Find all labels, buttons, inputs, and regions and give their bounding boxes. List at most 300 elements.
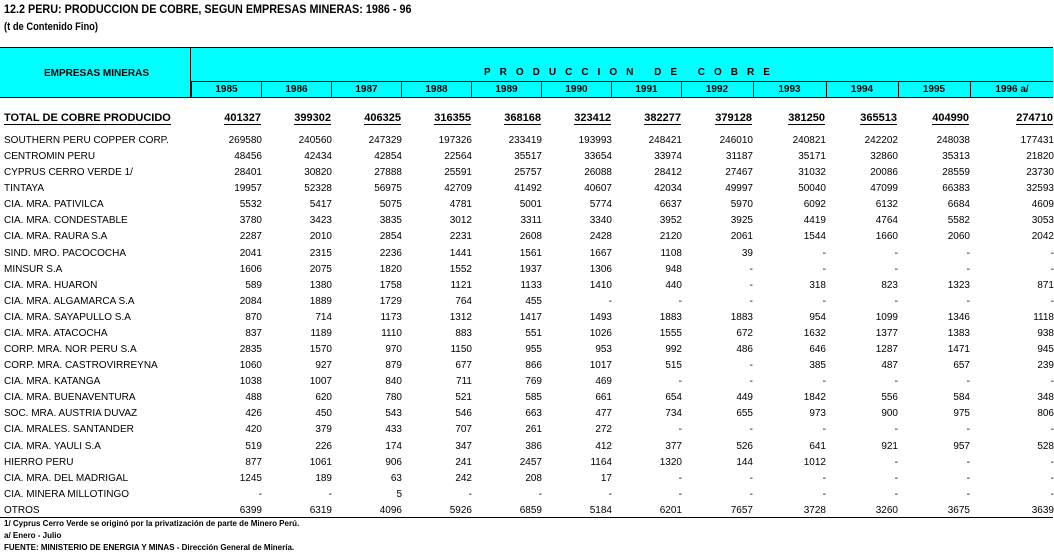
production-value: 240821 xyxy=(792,135,826,146)
production-value: - xyxy=(894,295,898,307)
production-value: 1118 xyxy=(1033,311,1054,323)
production-value: 2854 xyxy=(379,231,402,243)
production-value: 3780 xyxy=(239,215,262,227)
production-value: 543 xyxy=(385,408,402,420)
production-value: 1552 xyxy=(449,263,472,275)
production-value: 3952 xyxy=(659,215,682,227)
production-value: 240560 xyxy=(298,135,332,146)
production-value: 1555 xyxy=(659,327,682,339)
production-value: 883 xyxy=(455,327,472,339)
production-value: 2315 xyxy=(309,247,332,259)
year-header: 1992 xyxy=(681,82,752,97)
production-value: 25757 xyxy=(514,167,542,179)
production-value: 248421 xyxy=(648,135,682,146)
production-value: 19957 xyxy=(234,183,262,195)
production-value: 2042 xyxy=(1031,231,1054,243)
production-value: 641 xyxy=(809,440,826,452)
production-value: 1606 xyxy=(239,263,262,275)
production-value: 47099 xyxy=(870,183,898,195)
production-value: 6201 xyxy=(659,504,682,516)
company-name: TINTAYA xyxy=(4,183,44,195)
production-value: - xyxy=(822,488,826,500)
production-value: 4419 xyxy=(803,215,826,227)
production-value: 261 xyxy=(525,424,542,436)
production-value: 806 xyxy=(1037,408,1054,420)
production-value: 866 xyxy=(525,360,542,372)
production-value: - xyxy=(966,376,970,388)
production-value: 921 xyxy=(881,440,898,452)
production-value: 1320 xyxy=(659,456,682,468)
production-value: 654 xyxy=(665,392,682,404)
production-value: 585 xyxy=(525,392,542,404)
production-value: - xyxy=(749,263,753,275)
production-value: 672 xyxy=(736,327,753,339)
production-value: 823 xyxy=(881,279,898,291)
company-name: HIERRO PERU xyxy=(4,456,74,468)
total-value: 316355 xyxy=(434,112,471,124)
production-value: 663 xyxy=(525,408,542,420)
production-value: 1410 xyxy=(589,279,612,291)
production-value: 620 xyxy=(315,392,332,404)
production-value: 1842 xyxy=(803,392,826,404)
production-value: 197326 xyxy=(438,135,472,146)
production-value: 17 xyxy=(600,472,612,484)
production-value: - xyxy=(894,263,898,275)
company-name: CIA. MRA. RAURA S.A xyxy=(4,231,108,243)
production-value: - xyxy=(678,376,682,388)
production-value: - xyxy=(894,376,898,388)
production-value: 3675 xyxy=(947,504,970,516)
table-row xyxy=(0,248,1053,264)
table-row xyxy=(0,344,1053,360)
production-value: 1667 xyxy=(589,247,612,259)
total-value: 379128 xyxy=(715,112,752,124)
production-value: 318 xyxy=(809,279,826,291)
production-value: 3053 xyxy=(1031,215,1054,227)
production-value: 2120 xyxy=(659,231,682,243)
table-row xyxy=(0,360,1053,376)
production-value: - xyxy=(608,295,612,307)
production-value: 41492 xyxy=(514,183,542,195)
production-value: 954 xyxy=(809,311,826,323)
production-value: 1883 xyxy=(730,311,753,323)
production-value: 50040 xyxy=(798,183,826,195)
source-note: FUENTE: MINISTERIO DE ENERGIA Y MINAS - Dirección General de Minería. xyxy=(4,543,295,552)
production-value: - xyxy=(822,376,826,388)
company-column-header: EMPRESAS MINERAS xyxy=(44,68,150,79)
table-row xyxy=(0,489,1053,505)
company-name: CORP. MRA. NOR PERU S.A xyxy=(4,344,137,356)
production-value: 953 xyxy=(595,344,612,356)
production-value: 449 xyxy=(736,392,753,404)
production-value: 975 xyxy=(953,408,970,420)
table-row xyxy=(0,135,1053,151)
company-name: CIA. MRA. HUARON xyxy=(4,279,98,291)
production-value: - xyxy=(258,488,262,500)
production-value: 1937 xyxy=(519,263,542,275)
production-value: 35313 xyxy=(942,151,970,163)
production-value: 39 xyxy=(741,247,753,259)
company-name: CIA. MRA. KATANGA xyxy=(4,376,101,388)
production-value: 2428 xyxy=(589,231,612,243)
production-value: 30820 xyxy=(304,167,332,179)
production-value: 2457 xyxy=(519,456,542,468)
production-value: 1150 xyxy=(450,344,472,356)
production-value: 945 xyxy=(1037,344,1054,356)
production-value: 1061 xyxy=(309,456,332,468)
production-value: 5582 xyxy=(947,215,970,227)
production-value: 239 xyxy=(1037,360,1054,372)
production-value: 2835 xyxy=(239,344,262,356)
production-value: 870 xyxy=(245,311,262,323)
production-value: - xyxy=(966,263,970,275)
year-header: 1990 xyxy=(541,82,611,97)
company-name: CIA. MINERA MILLOTINGO xyxy=(4,488,130,500)
production-value: 1164 xyxy=(590,456,612,468)
production-value: 4781 xyxy=(449,199,472,211)
table-row xyxy=(0,408,1053,424)
table-row xyxy=(0,441,1053,457)
production-value: 28401 xyxy=(234,167,262,179)
production-value: 992 xyxy=(665,344,682,356)
production-value: 1110 xyxy=(381,327,402,339)
production-value: 2287 xyxy=(239,231,262,243)
production-value: 2075 xyxy=(309,263,332,275)
production-value: 33974 xyxy=(654,151,682,163)
production-value: 1173 xyxy=(380,311,402,323)
table-row xyxy=(0,264,1053,280)
company-name: CIA. MRA. BUENAVENTURA xyxy=(4,392,136,404)
production-value: 556 xyxy=(881,392,898,404)
production-value: 707 xyxy=(455,424,472,436)
production-value: - xyxy=(328,488,332,500)
company-name: CORP. MRA. CASTROVIRREYNA xyxy=(4,360,158,372)
production-value: - xyxy=(749,279,753,291)
production-value: - xyxy=(1050,488,1054,500)
production-value: - xyxy=(468,488,472,500)
production-value: 420 xyxy=(245,424,262,436)
production-value: - xyxy=(894,488,898,500)
production-value: - xyxy=(1050,263,1054,275)
production-value: 6132 xyxy=(875,199,898,211)
production-value: - xyxy=(822,472,826,484)
production-value: 21820 xyxy=(1026,151,1054,163)
production-value: 27467 xyxy=(725,167,753,179)
production-value: - xyxy=(608,488,612,500)
production-value: 56975 xyxy=(374,183,402,195)
production-value: 3311 xyxy=(520,215,542,227)
production-value: 440 xyxy=(665,279,682,291)
production-value: - xyxy=(749,295,753,307)
year-header: 1988 xyxy=(401,82,471,97)
production-value: 927 xyxy=(315,360,332,372)
production-value: 1561 xyxy=(519,247,542,259)
production-value: 948 xyxy=(665,263,682,275)
company-name: CIA. MRA. SAYAPULLO S.A xyxy=(4,311,131,323)
year-header: 1995 xyxy=(898,82,969,97)
production-value: 174 xyxy=(385,440,402,452)
production-value: 528 xyxy=(1037,440,1054,452)
company-name: OTROS xyxy=(4,504,40,516)
production-value: 906 xyxy=(385,456,402,468)
year-header: 1996 a/ xyxy=(970,82,1053,97)
production-value: 526 xyxy=(736,440,753,452)
production-value: 589 xyxy=(245,279,262,291)
production-value: 144 xyxy=(736,456,753,468)
company-name: CIA. MRA. ATACOCHA xyxy=(4,327,108,339)
production-value: 970 xyxy=(385,344,402,356)
production-value: 1380 xyxy=(309,279,332,291)
production-value: 20086 xyxy=(870,167,898,179)
production-value: 386 xyxy=(525,440,542,452)
footnote-period: a/ Enero - Julio xyxy=(4,531,62,540)
table-row xyxy=(0,215,1053,231)
production-value: 477 xyxy=(595,408,612,420)
production-value: 347 xyxy=(455,440,472,452)
production-value: 1007 xyxy=(309,376,332,388)
production-value: 764 xyxy=(455,295,472,307)
production-value: 1889 xyxy=(309,295,332,307)
production-value: 2061 xyxy=(730,231,753,243)
production-value: 1346 xyxy=(947,311,970,323)
production-value: 1883 xyxy=(659,311,682,323)
production-value: 35171 xyxy=(798,151,826,163)
production-value: 5184 xyxy=(589,504,612,516)
table-row xyxy=(0,151,1053,167)
production-value: 7657 xyxy=(730,504,753,516)
production-value: 42034 xyxy=(654,183,682,195)
production-value: 938 xyxy=(1037,327,1054,339)
footer-divider xyxy=(0,517,1053,518)
production-value: 35517 xyxy=(514,151,542,163)
production-value: 28412 xyxy=(654,167,682,179)
production-value: 28559 xyxy=(942,167,970,179)
production-value: 1012 xyxy=(803,456,826,468)
production-value: 1133 xyxy=(520,279,542,291)
production-value: 677 xyxy=(455,360,472,372)
production-value: 32860 xyxy=(870,151,898,163)
production-value: 871 xyxy=(1037,279,1054,291)
production-value: 5774 xyxy=(589,199,612,211)
production-value: 379 xyxy=(315,424,332,436)
production-value: 1632 xyxy=(803,327,826,339)
production-value: 450 xyxy=(315,408,332,420)
production-value: 2084 xyxy=(239,295,262,307)
production-value: 233419 xyxy=(508,135,542,146)
production-value: 1570 xyxy=(309,344,332,356)
production-value: 2060 xyxy=(947,231,970,243)
company-name: CIA. MRA. YAULI S.A xyxy=(4,440,101,452)
production-value: 486 xyxy=(736,344,753,356)
year-header: 1989 xyxy=(471,82,541,97)
production-value: 1377 xyxy=(875,327,898,339)
total-value: 401327 xyxy=(224,112,261,124)
production-value: - xyxy=(749,488,753,500)
production-value: 655 xyxy=(736,408,753,420)
production-value: 242202 xyxy=(864,135,898,146)
production-value: 246010 xyxy=(719,135,753,146)
production-value: 840 xyxy=(385,376,402,388)
total-value: 323412 xyxy=(574,112,611,124)
production-value: - xyxy=(749,472,753,484)
production-value: 3012 xyxy=(449,215,472,227)
production-value: 837 xyxy=(245,327,262,339)
total-value: 368168 xyxy=(504,112,541,124)
production-value: 1729 xyxy=(379,295,402,307)
production-value: - xyxy=(966,456,970,468)
company-name: SIND. MRO. PACOCOCHA xyxy=(4,247,127,259)
production-value: - xyxy=(678,488,682,500)
production-value: - xyxy=(1050,295,1054,307)
production-value: 248038 xyxy=(936,135,970,146)
production-value: 412 xyxy=(595,440,612,452)
production-value: 1323 xyxy=(947,279,970,291)
production-value: 6859 xyxy=(519,504,542,516)
production-value: - xyxy=(894,424,898,436)
table-row xyxy=(0,296,1053,312)
production-value: 3925 xyxy=(730,215,753,227)
table-row xyxy=(0,231,1053,247)
production-value: 734 xyxy=(665,408,682,420)
production-value: - xyxy=(966,472,970,484)
production-value: 63 xyxy=(390,472,402,484)
company-name: SOUTHERN PERU COPPER CORP. xyxy=(4,135,169,146)
production-value: 1017 xyxy=(589,360,612,372)
production-value: 189 xyxy=(315,472,332,484)
production-value: 657 xyxy=(953,360,970,372)
footnote-cyprus: 1/ Cyprus Cerro Verde se originó por la privatización de parte de Minero Perú. xyxy=(4,519,300,528)
production-value: 1383 xyxy=(947,327,970,339)
table-row xyxy=(0,424,1053,440)
production-value: 2608 xyxy=(519,231,542,243)
production-value: 1417 xyxy=(519,311,542,323)
production-value: 5532 xyxy=(239,199,262,211)
total-value: 382277 xyxy=(644,112,681,124)
table-row xyxy=(0,392,1053,408)
year-header: 1993 xyxy=(753,82,825,97)
table-row xyxy=(0,376,1053,392)
table-row xyxy=(0,183,1053,199)
production-group-header: PRODUCCION DE COBRE xyxy=(484,67,779,78)
company-name: CIA. MRA. ALGAMARCA S.A xyxy=(4,295,135,307)
table-row xyxy=(0,167,1053,183)
total-value: 404990 xyxy=(932,112,969,124)
production-value: 546 xyxy=(455,408,472,420)
production-value: 1108 xyxy=(660,247,682,259)
production-value: 1544 xyxy=(803,231,826,243)
year-header: 1985 xyxy=(191,82,261,97)
production-value: - xyxy=(822,295,826,307)
production-value: 26088 xyxy=(584,167,612,179)
production-value: 4764 xyxy=(875,215,898,227)
production-value: 1121 xyxy=(450,279,472,291)
production-value: 6637 xyxy=(659,199,682,211)
production-value: - xyxy=(678,295,682,307)
production-value: 6684 xyxy=(947,199,970,211)
production-value: 2231 xyxy=(449,231,472,243)
production-value: 5970 xyxy=(730,199,753,211)
production-value: 226 xyxy=(315,440,332,452)
production-value: 900 xyxy=(881,408,898,420)
production-value: 3260 xyxy=(875,504,898,516)
total-value: 365513 xyxy=(860,112,897,124)
production-value: 193993 xyxy=(578,135,612,146)
production-value: 177431 xyxy=(1020,135,1054,146)
production-value: 385 xyxy=(809,360,826,372)
production-value: - xyxy=(966,295,970,307)
production-value: - xyxy=(894,472,898,484)
production-value: - xyxy=(1050,247,1054,259)
production-value: - xyxy=(1050,472,1054,484)
production-value: - xyxy=(1050,376,1054,388)
production-value: 1660 xyxy=(875,231,898,243)
production-value: 42854 xyxy=(374,151,402,163)
production-value: - xyxy=(966,424,970,436)
production-value: 33654 xyxy=(584,151,612,163)
production-value: 877 xyxy=(245,456,262,468)
production-value: 40607 xyxy=(584,183,612,195)
production-value: 957 xyxy=(953,440,970,452)
table-header xyxy=(0,47,1053,98)
production-value: 242 xyxy=(455,472,472,484)
production-value: 1493 xyxy=(589,311,612,323)
production-value: - xyxy=(822,424,826,436)
production-value: 3340 xyxy=(589,215,612,227)
production-value: 551 xyxy=(525,327,542,339)
table-row xyxy=(0,457,1053,473)
total-value: 274710 xyxy=(1016,112,1053,124)
production-value: 1758 xyxy=(379,279,402,291)
production-value: 1026 xyxy=(589,327,612,339)
production-value: 487 xyxy=(881,360,898,372)
production-value: 1312 xyxy=(449,311,472,323)
production-value: 5075 xyxy=(379,199,402,211)
company-name: CIA. MRA. PATIVILCA xyxy=(4,199,104,211)
production-value: 1060 xyxy=(239,360,262,372)
production-value: - xyxy=(822,263,826,275)
production-value: 769 xyxy=(525,376,542,388)
production-value: 4609 xyxy=(1031,199,1054,211)
production-value: 973 xyxy=(809,408,826,420)
production-value: 272 xyxy=(595,424,612,436)
company-name: MINSUR S.A xyxy=(4,263,63,275)
production-value: 1306 xyxy=(589,263,612,275)
production-value: - xyxy=(749,376,753,388)
production-value: 6319 xyxy=(309,504,332,516)
production-value: 1245 xyxy=(239,472,262,484)
production-value: 23730 xyxy=(1026,167,1054,179)
production-value: 780 xyxy=(385,392,402,404)
production-value: 1441 xyxy=(449,247,472,259)
page-title: 12.2 PERU: PRODUCCION DE COBRE, SEGUN EMPRESAS MINERAS: 1986 - 96 xyxy=(4,2,412,16)
production-value: - xyxy=(894,247,898,259)
production-value: 515 xyxy=(665,360,682,372)
production-value: - xyxy=(966,247,970,259)
production-value: - xyxy=(678,424,682,436)
production-value: 1471 xyxy=(947,344,970,356)
production-value: 27888 xyxy=(374,167,402,179)
production-value: 25591 xyxy=(444,167,472,179)
company-name: CIA. MRALES. SANTANDER xyxy=(4,424,134,436)
production-value: 714 xyxy=(315,311,332,323)
production-value: - xyxy=(538,488,542,500)
production-value: - xyxy=(1050,424,1054,436)
production-value: 1038 xyxy=(239,376,262,388)
production-value: 426 xyxy=(245,408,262,420)
year-header: 1991 xyxy=(611,82,681,97)
production-value: 3835 xyxy=(379,215,402,227)
production-value: 32593 xyxy=(1026,183,1054,195)
